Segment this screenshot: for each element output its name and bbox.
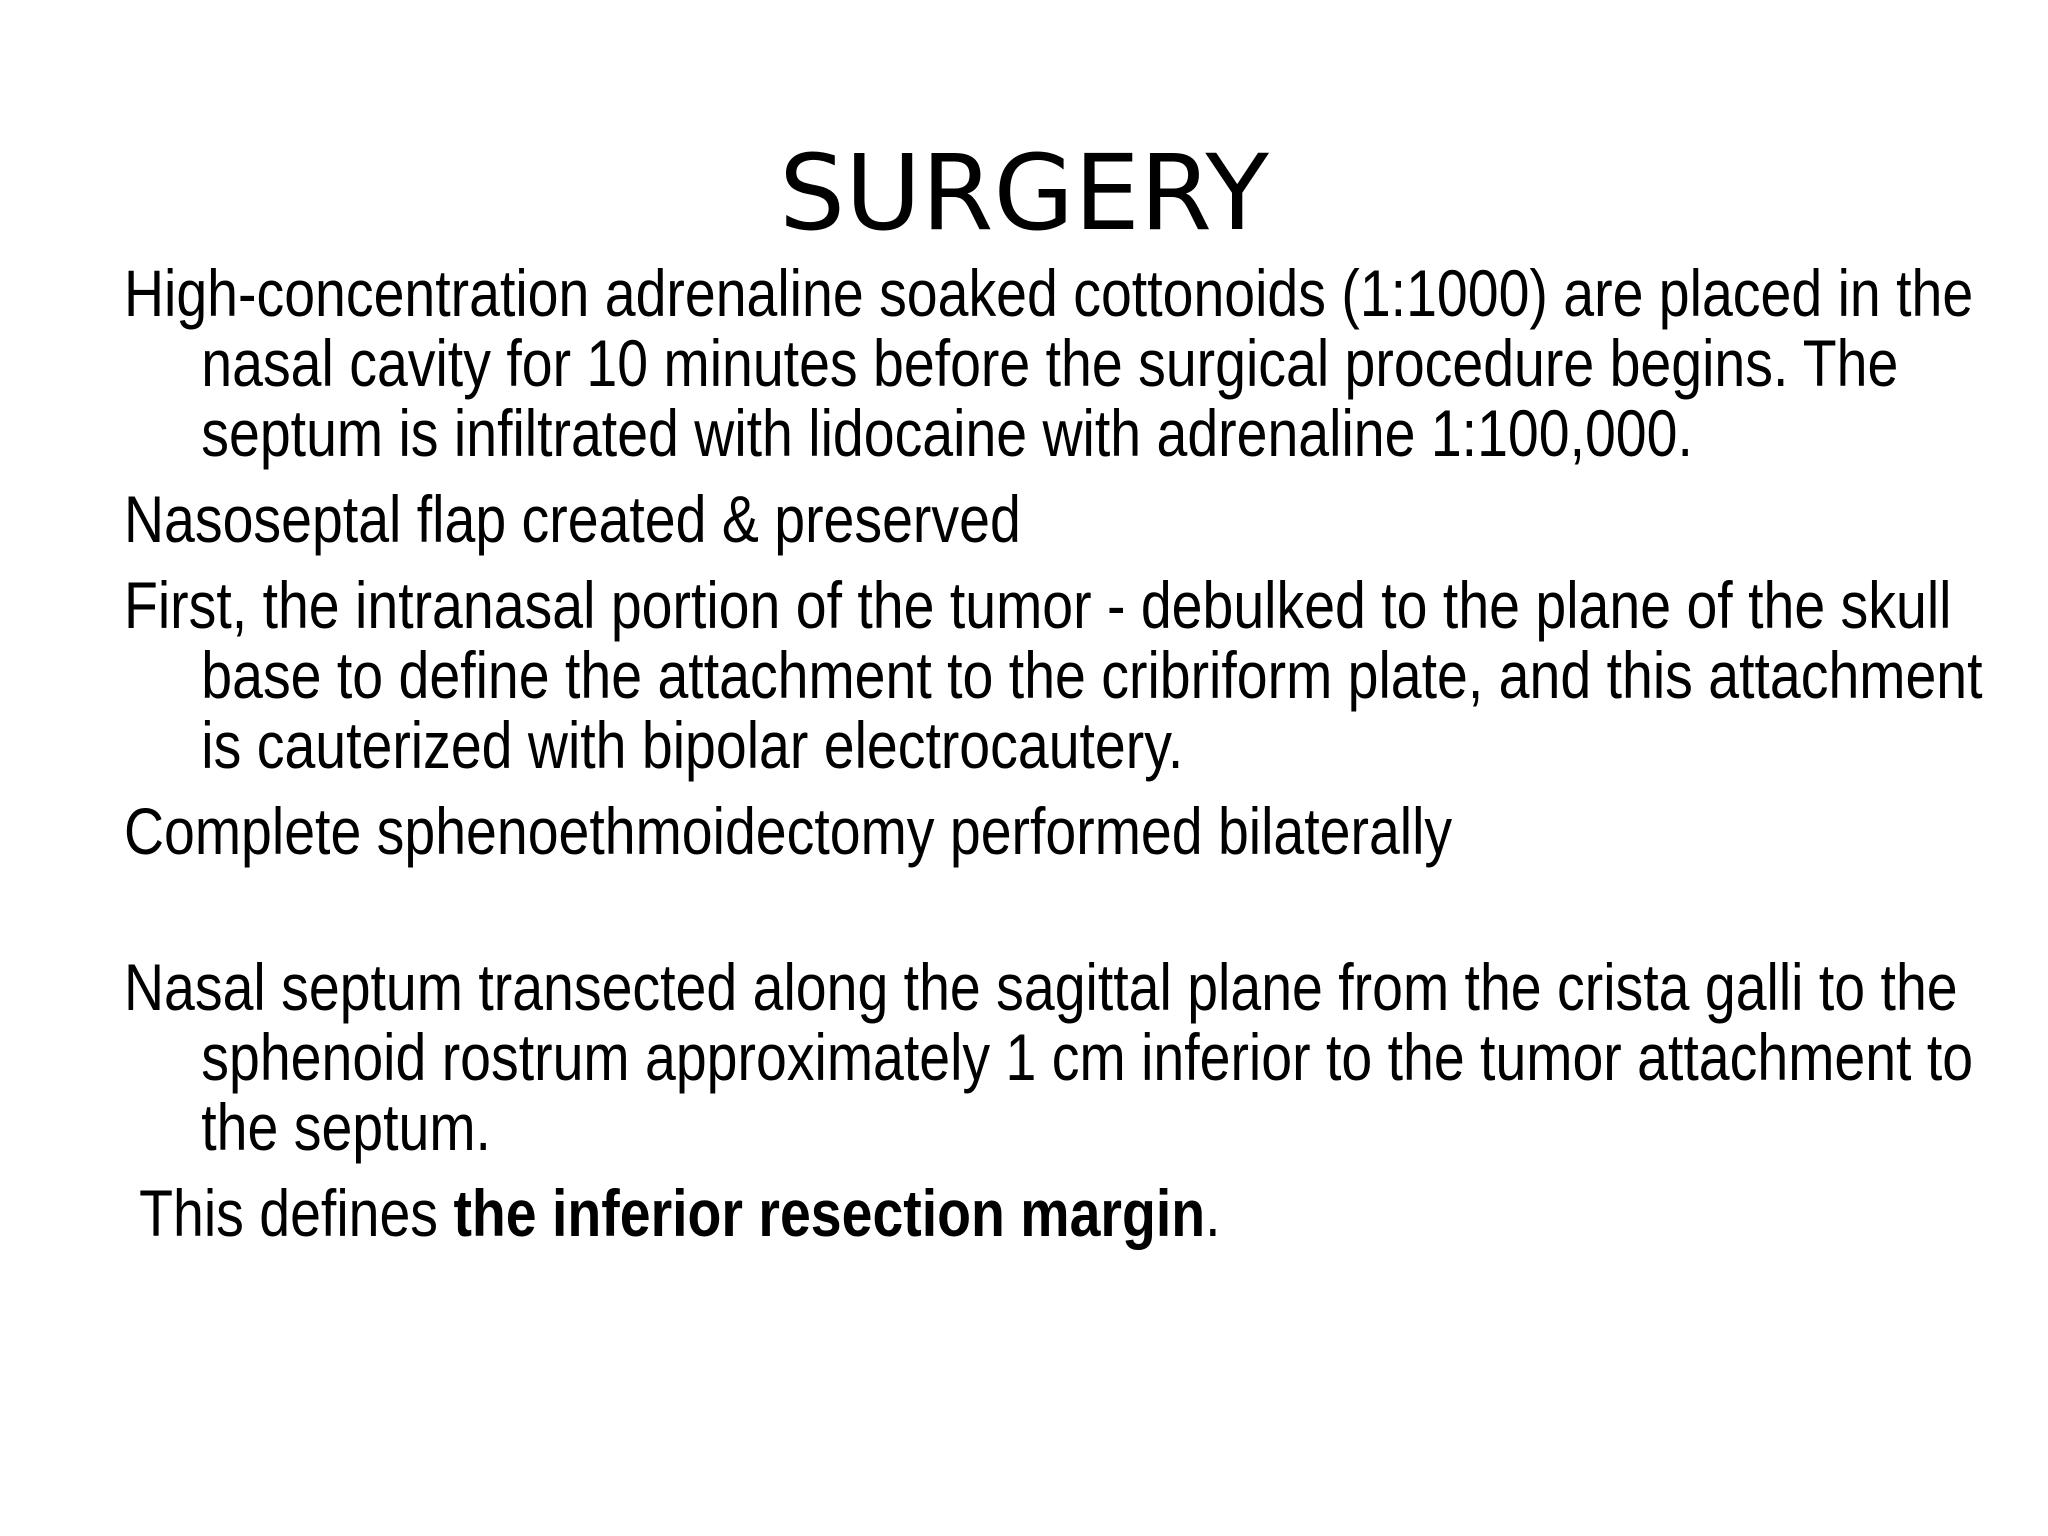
margin-prefix: This defines bbox=[139, 1176, 454, 1250]
paragraph-septum-transection: Nasal septum transected along the sagittal plane from the crista galli to the sphenoid rostrum approximately 1 cm inferior to the tumor attachment to the septum. bbox=[124, 950, 1974, 1164]
margin-emphasis: the inferior resection margin bbox=[453, 1176, 1206, 1250]
slide-title: SURGERY bbox=[779, 132, 1269, 254]
paragraph-intranasal-debulking: First, the intranasal portion of the tumor - debulked to the plane of the skull base to define the attachment to the cribriform plate, and this attachment is cauterized with bipolar electrocautery. bbox=[124, 568, 1983, 782]
paragraph-cottonoids: High-concentration adrenaline soaked cottonoids (1:1000) are placed in the nasal cavity for 10 minutes before the surgical procedure begins. The septum is infiltrated with lidocaine with adrenaline 1:100,000. bbox=[124, 256, 1974, 470]
paragraph-resection-margin bbox=[124, 1178, 1994, 1248]
slide-body bbox=[124, 258, 1994, 1264]
paragraph-sphenoethmoidectomy: Complete sphenoethmoidectomy performed bilaterally bbox=[124, 794, 1453, 868]
margin-suffix: . bbox=[1205, 1176, 1221, 1250]
paragraph-nasoseptal-flap: Nasoseptal flap created & preserved bbox=[124, 482, 1021, 556]
